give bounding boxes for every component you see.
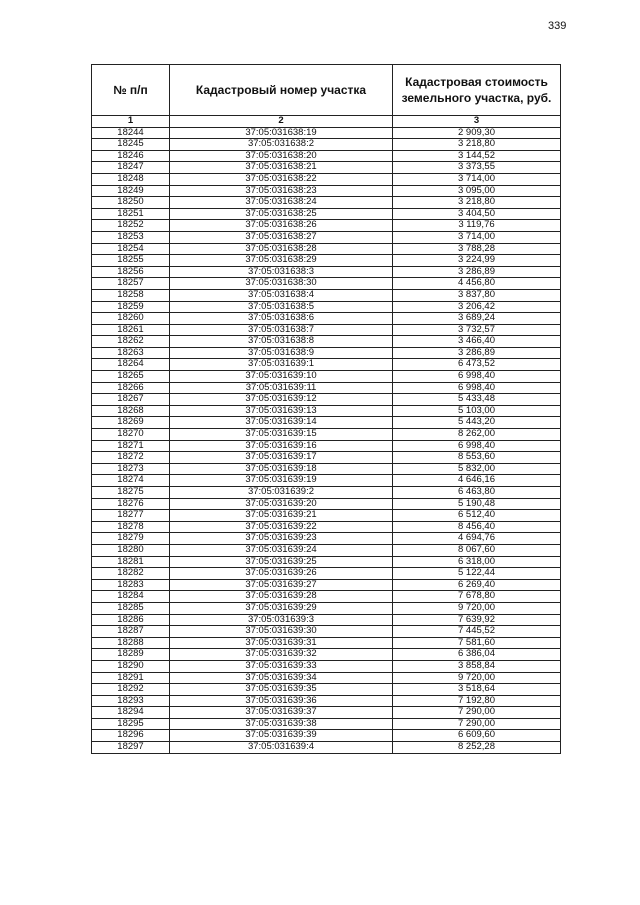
table-row (92, 173, 561, 185)
cadastral-value: 3 206,42 (393, 301, 561, 313)
row-index: 18283 (92, 579, 170, 591)
cadastral-number: 37:05:031639:20 (170, 498, 393, 510)
cadastral-number: 37:05:031638:28 (170, 243, 393, 255)
table-row (92, 197, 561, 209)
row-index: 18277 (92, 510, 170, 522)
table-row (92, 660, 561, 672)
cadastral-value: 3 689,24 (393, 313, 561, 325)
row-index: 18292 (92, 684, 170, 696)
cadastral-value: 6 512,40 (393, 510, 561, 522)
cadastral-number: 37:05:031638:24 (170, 197, 393, 209)
row-index: 18249 (92, 185, 170, 197)
cadastral-value: 9 720,00 (393, 672, 561, 684)
cadastral-number: 37:05:031639:22 (170, 521, 393, 533)
row-index: 18286 (92, 614, 170, 626)
cadastral-number: 37:05:031639:35 (170, 684, 393, 696)
table-row (92, 417, 561, 429)
row-index: 18257 (92, 278, 170, 290)
cadastral-number: 37:05:031639:21 (170, 510, 393, 522)
column-number: 2 (170, 116, 393, 128)
cadastral-number: 37:05:031639:1 (170, 359, 393, 371)
cadastral-number: 37:05:031638:4 (170, 289, 393, 301)
cadastral-number: 37:05:031638:2 (170, 139, 393, 151)
cadastral-value: 3 224,99 (393, 255, 561, 267)
cadastral-number: 37:05:031639:23 (170, 533, 393, 545)
row-index: 18276 (92, 498, 170, 510)
cadastral-value: 8 456,40 (393, 521, 561, 533)
row-index: 18295 (92, 718, 170, 730)
row-index: 18291 (92, 672, 170, 684)
row-index: 18258 (92, 289, 170, 301)
table-row (92, 579, 561, 591)
cadastral-number: 37:05:031638:25 (170, 208, 393, 220)
row-index: 18254 (92, 243, 170, 255)
cadastral-number: 37:05:031639:19 (170, 475, 393, 487)
row-index: 18269 (92, 417, 170, 429)
row-index: 18268 (92, 405, 170, 417)
table-row (92, 544, 561, 556)
cadastral-number: 37:05:031639:27 (170, 579, 393, 591)
table-row (92, 278, 561, 290)
cadastral-value: 6 386,04 (393, 649, 561, 661)
table-row (92, 371, 561, 383)
row-index: 18266 (92, 382, 170, 394)
cadastral-value: 3 732,57 (393, 324, 561, 336)
cadastral-value: 3 788,28 (393, 243, 561, 255)
cadastral-value: 3 466,40 (393, 336, 561, 348)
cadastral-number: 37:05:031638:3 (170, 266, 393, 278)
table-row (92, 463, 561, 475)
table-row (92, 730, 561, 742)
table-row (92, 359, 561, 371)
cadastral-number: 37:05:031638:23 (170, 185, 393, 197)
cadastral-number: 37:05:031639:11 (170, 382, 393, 394)
table-header (92, 65, 561, 128)
cadastral-value: 7 290,00 (393, 707, 561, 719)
cadastral-number: 37:05:031639:14 (170, 417, 393, 429)
cadastral-value: 3 404,50 (393, 208, 561, 220)
row-index: 18272 (92, 452, 170, 464)
cadastral-number: 37:05:031639:28 (170, 591, 393, 603)
table-row (92, 475, 561, 487)
cadastral-value: 8 067,60 (393, 544, 561, 556)
table-row (92, 602, 561, 614)
cadastral-number: 37:05:031639:13 (170, 405, 393, 417)
row-index: 18297 (92, 742, 170, 754)
row-index: 18256 (92, 266, 170, 278)
header-index: № п/п (92, 65, 170, 116)
row-index: 18260 (92, 313, 170, 325)
table-row (92, 208, 561, 220)
row-index: 18275 (92, 487, 170, 499)
table-row (92, 498, 561, 510)
cadastral-number: 37:05:031639:39 (170, 730, 393, 742)
cadastral-value: 4 646,16 (393, 475, 561, 487)
page-number: 339 (548, 20, 567, 32)
cadastral-number: 37:05:031638:21 (170, 162, 393, 174)
row-index: 18248 (92, 173, 170, 185)
row-index: 18287 (92, 626, 170, 638)
row-index: 18285 (92, 602, 170, 614)
cadastral-value: 3 286,89 (393, 266, 561, 278)
cadastral-value: 2 909,30 (393, 127, 561, 139)
cadastral-value: 3 858,84 (393, 660, 561, 672)
cadastral-value: 7 639,92 (393, 614, 561, 626)
row-index: 18263 (92, 347, 170, 359)
cadastral-value: 8 252,28 (393, 742, 561, 754)
table-row (92, 231, 561, 243)
cadastral-number: 37:05:031639:16 (170, 440, 393, 452)
row-index: 18278 (92, 521, 170, 533)
column-number: 3 (393, 116, 561, 128)
cadastral-number: 37:05:031638:5 (170, 301, 393, 313)
table-row (92, 429, 561, 441)
cadastral-value: 5 190,48 (393, 498, 561, 510)
table-row (92, 185, 561, 197)
row-index: 18252 (92, 220, 170, 232)
header-row (92, 65, 561, 116)
cadastral-value: 8 553,60 (393, 452, 561, 464)
cadastral-number: 37:05:031638:30 (170, 278, 393, 290)
row-index: 18262 (92, 336, 170, 348)
cadastral-number: 37:05:031639:33 (170, 660, 393, 672)
cadastral-value: 3 714,00 (393, 231, 561, 243)
table-row (92, 487, 561, 499)
table-row (92, 405, 561, 417)
cadastral-number: 37:05:031639:26 (170, 568, 393, 580)
cadastral-value: 7 192,80 (393, 695, 561, 707)
cadastral-value: 6 463,80 (393, 487, 561, 499)
table-row (92, 440, 561, 452)
table-row (92, 742, 561, 754)
cadastral-value: 5 433,48 (393, 394, 561, 406)
cadastral-value-table (91, 64, 561, 754)
row-index: 18264 (92, 359, 170, 371)
row-index: 18293 (92, 695, 170, 707)
cadastral-number: 37:05:031639:12 (170, 394, 393, 406)
cadastral-number: 37:05:031639:17 (170, 452, 393, 464)
cadastral-value: 9 720,00 (393, 602, 561, 614)
row-index: 18282 (92, 568, 170, 580)
cadastral-value: 3 218,80 (393, 139, 561, 151)
cadastral-value: 6 609,60 (393, 730, 561, 742)
row-index: 18288 (92, 637, 170, 649)
cadastral-number: 37:05:031639:2 (170, 487, 393, 499)
table-row (92, 313, 561, 325)
table-row (92, 255, 561, 267)
cadastral-number: 37:05:031639:24 (170, 544, 393, 556)
cadastral-value: 4 694,76 (393, 533, 561, 545)
row-index: 18244 (92, 127, 170, 139)
table-row (92, 243, 561, 255)
table-row (92, 672, 561, 684)
row-index: 18267 (92, 394, 170, 406)
cadastral-number: 37:05:031639:31 (170, 637, 393, 649)
cadastral-number: 37:05:031638:9 (170, 347, 393, 359)
cadastral-value: 6 318,00 (393, 556, 561, 568)
cadastral-number: 37:05:031639:34 (170, 672, 393, 684)
row-index: 18273 (92, 463, 170, 475)
row-index: 18250 (92, 197, 170, 209)
cadastral-number: 37:05:031639:37 (170, 707, 393, 719)
cadastral-number: 37:05:031639:10 (170, 371, 393, 383)
row-index: 18246 (92, 150, 170, 162)
table-row (92, 684, 561, 696)
cadastral-value: 3 095,00 (393, 185, 561, 197)
row-index: 18245 (92, 139, 170, 151)
cadastral-number: 37:05:031639:29 (170, 602, 393, 614)
row-index: 18281 (92, 556, 170, 568)
cadastral-number: 37:05:031639:4 (170, 742, 393, 754)
cadastral-number: 37:05:031639:30 (170, 626, 393, 638)
column-number: 1 (92, 116, 170, 128)
table-row (92, 626, 561, 638)
table-row (92, 707, 561, 719)
row-index: 18265 (92, 371, 170, 383)
cadastral-number: 37:05:031639:25 (170, 556, 393, 568)
table-row (92, 289, 561, 301)
table-row (92, 127, 561, 139)
cadastral-value: 8 262,00 (393, 429, 561, 441)
row-index: 18251 (92, 208, 170, 220)
table-row (92, 533, 561, 545)
table-row (92, 649, 561, 661)
table-row (92, 556, 561, 568)
cadastral-value: 6 998,40 (393, 371, 561, 383)
cadastral-number: 37:05:031638:20 (170, 150, 393, 162)
table-row (92, 510, 561, 522)
cadastral-value: 6 269,40 (393, 579, 561, 591)
cadastral-value: 6 473,52 (393, 359, 561, 371)
row-index: 18247 (92, 162, 170, 174)
cadastral-number: 37:05:031639:3 (170, 614, 393, 626)
cadastral-number: 37:05:031638:8 (170, 336, 393, 348)
row-index: 18290 (92, 660, 170, 672)
table-row (92, 139, 561, 151)
cadastral-value: 7 445,52 (393, 626, 561, 638)
cadastral-value: 3 144,52 (393, 150, 561, 162)
cadastral-number: 37:05:031638:22 (170, 173, 393, 185)
cadastral-number: 37:05:031639:15 (170, 429, 393, 441)
cadastral-value: 5 443,20 (393, 417, 561, 429)
cadastral-value: 3 218,80 (393, 197, 561, 209)
cadastral-value: 3 119,76 (393, 220, 561, 232)
table-row (92, 614, 561, 626)
row-index: 18274 (92, 475, 170, 487)
row-index: 18289 (92, 649, 170, 661)
cadastral-number: 37:05:031638:26 (170, 220, 393, 232)
cadastral-value: 5 103,00 (393, 405, 561, 417)
cadastral-number: 37:05:031638:27 (170, 231, 393, 243)
cadastral-number: 37:05:031638:6 (170, 313, 393, 325)
header-cadastral-value: Кадастровая стоимость земельного участка, руб. (393, 65, 561, 116)
row-index: 18296 (92, 730, 170, 742)
cadastral-value: 5 832,00 (393, 463, 561, 475)
row-index: 18294 (92, 707, 170, 719)
table-row (92, 394, 561, 406)
table-row (92, 637, 561, 649)
cadastral-value: 7 581,60 (393, 637, 561, 649)
table-row (92, 324, 561, 336)
cadastral-number: 37:05:031639:32 (170, 649, 393, 661)
row-index: 18280 (92, 544, 170, 556)
row-index: 18261 (92, 324, 170, 336)
table-row (92, 568, 561, 580)
cadastral-value: 7 678,80 (393, 591, 561, 603)
table-row (92, 301, 561, 313)
cadastral-value: 3 518,64 (393, 684, 561, 696)
table-row (92, 695, 561, 707)
table-row (92, 452, 561, 464)
table-row (92, 162, 561, 174)
table-row (92, 591, 561, 603)
column-number-row (92, 116, 561, 128)
cadastral-value: 3 373,55 (393, 162, 561, 174)
table-body (92, 127, 561, 753)
cadastral-value: 7 290,00 (393, 718, 561, 730)
header-cadastral-number: Кадастровый номер участка (170, 65, 393, 116)
cadastral-value: 4 456,80 (393, 278, 561, 290)
cadastral-value: 6 998,40 (393, 440, 561, 452)
table-row (92, 150, 561, 162)
cadastral-value: 3 286,89 (393, 347, 561, 359)
row-index: 18253 (92, 231, 170, 243)
cadastral-value: 6 998,40 (393, 382, 561, 394)
row-index: 18259 (92, 301, 170, 313)
table-row (92, 220, 561, 232)
cadastral-number: 37:05:031638:29 (170, 255, 393, 267)
cadastral-value: 3 837,80 (393, 289, 561, 301)
cadastral-number: 37:05:031639:18 (170, 463, 393, 475)
table-row (92, 336, 561, 348)
row-index: 18271 (92, 440, 170, 452)
table-row (92, 266, 561, 278)
cadastral-value: 5 122,44 (393, 568, 561, 580)
table-row (92, 521, 561, 533)
cadastral-number: 37:05:031638:7 (170, 324, 393, 336)
table-row (92, 382, 561, 394)
table-row (92, 718, 561, 730)
cadastral-value: 3 714,00 (393, 173, 561, 185)
row-index: 18255 (92, 255, 170, 267)
cadastral-number: 37:05:031638:19 (170, 127, 393, 139)
table-row (92, 347, 561, 359)
row-index: 18284 (92, 591, 170, 603)
row-index: 18279 (92, 533, 170, 545)
cadastral-number: 37:05:031639:38 (170, 718, 393, 730)
row-index: 18270 (92, 429, 170, 441)
cadastral-number: 37:05:031639:36 (170, 695, 393, 707)
